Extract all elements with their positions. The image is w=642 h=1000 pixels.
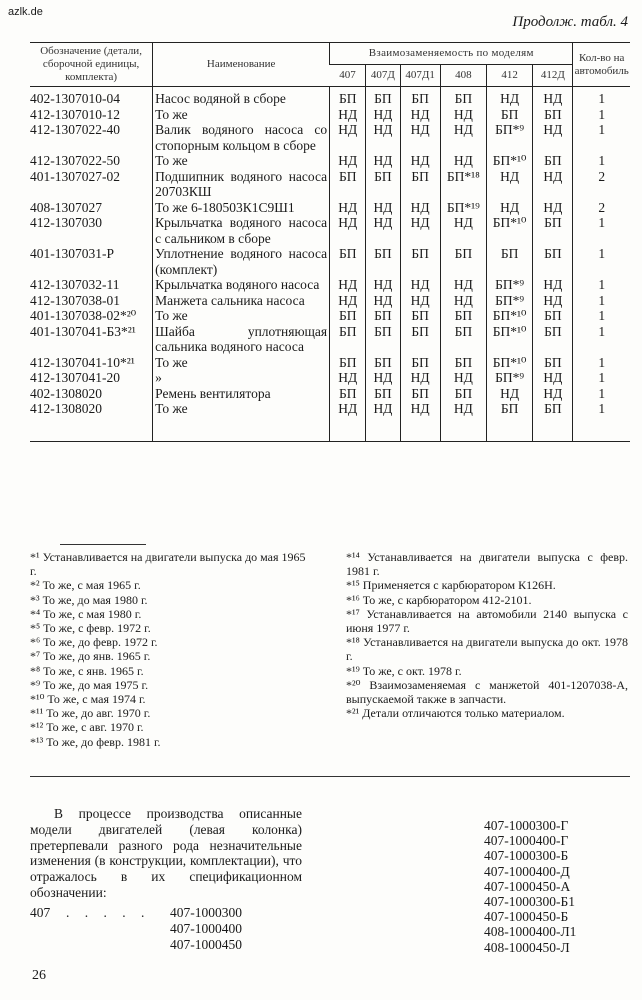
- part-name: То же: [153, 308, 330, 324]
- part-code: 408-1307027: [30, 199, 102, 215]
- table-row: [30, 107, 630, 123]
- table-row: [30, 308, 630, 324]
- interchange-cell: НД: [366, 293, 400, 309]
- part-code: 412-1307041-20: [30, 370, 120, 385]
- interchange-cell: НД: [440, 401, 486, 441]
- interchange-cell: НД: [440, 215, 486, 246]
- interchange-cell: НД: [400, 122, 440, 153]
- table-row: [30, 401, 630, 441]
- interchange-cell: НД: [400, 215, 440, 246]
- interchange-cell: БП: [330, 246, 366, 277]
- interchange-cell: НД: [330, 277, 366, 293]
- qty-cell: 1: [573, 246, 630, 277]
- footnotes-left: [30, 550, 312, 749]
- model-code: 407-1000300-Г: [484, 818, 569, 833]
- part-code: 412-1307022-40: [30, 122, 120, 137]
- part-code: 401-1307027-02: [30, 168, 120, 184]
- interchange-cell: БП: [440, 87, 486, 107]
- page-number: 26: [32, 968, 46, 983]
- qty-cell: 1: [573, 122, 630, 153]
- interchange-cell: БП: [366, 87, 400, 107]
- footnote: *⁴ То же, с мая 1980 г.: [30, 606, 142, 621]
- qty-cell: 1: [573, 87, 630, 107]
- interchange-cell: НД: [366, 200, 400, 216]
- part-name: Манжета сальника насоса: [153, 293, 330, 309]
- footnote: *³ То же, до мая 1980 г.: [30, 592, 148, 607]
- interchange-cell: НД: [400, 107, 440, 123]
- part-name: То же: [153, 355, 330, 371]
- footnote: *¹⁴ Устанавливается на двигатели выпуска с февр. 1981 г.: [346, 550, 628, 579]
- footnote: *⁸ То же, с янв. 1965 г.: [30, 663, 144, 678]
- interchange-cell: БП*¹⁰: [486, 153, 532, 169]
- interchange-cell: БП: [330, 87, 366, 107]
- interchange-cell: БП*¹⁰: [486, 355, 532, 371]
- interchange-cell: БП: [486, 107, 532, 123]
- qty-cell: 1: [573, 153, 630, 169]
- interchange-cell: НД: [400, 401, 440, 441]
- table-row: [30, 246, 630, 277]
- header-model: 412Д: [533, 65, 573, 87]
- table-row: [30, 169, 630, 200]
- part-code: 412-1307041-10*²¹: [30, 354, 135, 370]
- part-code: 402-1308020: [30, 385, 102, 401]
- model-label: 407: [30, 905, 51, 920]
- interchange-cell: БП: [440, 386, 486, 402]
- paragraph-text: В процессе производства описанные модели двигателей (левая колонка) претерпевали разного рода незначительные изменения (в конструкции, комплектации), что отражалось в их спецификационном обозначении:: [30, 806, 302, 900]
- interchange-cell: БП: [400, 87, 440, 107]
- table-row: [30, 324, 630, 355]
- interchange-cell: НД: [533, 370, 573, 386]
- table-row: [30, 277, 630, 293]
- part-code: 401-1307041-Б3*²¹: [30, 323, 136, 339]
- interchange-cell: БП*¹⁸: [440, 169, 486, 200]
- interchange-cell: НД: [440, 153, 486, 169]
- interchange-cell: НД: [533, 169, 573, 200]
- interchange-cell: БП: [533, 355, 573, 371]
- model-code: 407-1000400-Д: [484, 863, 570, 879]
- interchange-cell: НД: [400, 153, 440, 169]
- interchange-cell: НД: [440, 122, 486, 153]
- interchange-cell: НД: [533, 293, 573, 309]
- model-code: 407-1000300-Б: [484, 848, 569, 864]
- table-row: [30, 386, 630, 402]
- interchange-cell: НД: [366, 107, 400, 123]
- interchange-cell: БП*⁹: [486, 277, 532, 293]
- footnote: *¹⁹ То же, с окт. 1978 г.: [346, 663, 462, 678]
- part-name: То же: [153, 107, 330, 123]
- model-code: 408-1000400-Л1: [484, 924, 577, 940]
- header-interchange: Взаимозаменяемость по моделям: [330, 43, 573, 65]
- interchange-cell: НД: [533, 87, 573, 107]
- interchange-cell: БП: [400, 386, 440, 402]
- interchange-cell: НД: [366, 370, 400, 386]
- interchange-cell: БП*¹⁰: [486, 324, 532, 355]
- interchange-cell: БП: [330, 355, 366, 371]
- qty-cell: 1: [573, 324, 630, 355]
- interchange-cell: НД: [440, 370, 486, 386]
- table-row: [30, 293, 630, 309]
- part-code: 412-1307032-11: [30, 277, 120, 292]
- footnote: *¹ Устанавливается на двигатели выпуска до мая 1965 г.: [30, 550, 306, 579]
- qty-cell: 1: [573, 308, 630, 324]
- footnote: *¹³ То же, до февр. 1981 г.: [30, 734, 161, 749]
- table-row: [30, 153, 630, 169]
- interchange-cell: НД: [533, 386, 573, 402]
- footnotes-right: [346, 550, 628, 720]
- interchange-cell: БП*⁹: [486, 293, 532, 309]
- part-name: Шайба уплотняющая сальника водяного насоса: [153, 324, 330, 355]
- interchange-cell: НД: [330, 370, 366, 386]
- interchange-cell: НД: [366, 401, 400, 441]
- interchange-cell: БП: [533, 107, 573, 123]
- part-name: Крыльчатка водяного насоса с сальником в сборе: [153, 215, 330, 246]
- part-name: Насос водяной в сборе: [153, 87, 330, 107]
- footnote: *¹⁷ Устанавливается на автомобили 2140 выпуска с июня 1977 г.: [346, 606, 628, 636]
- interchange-cell: БП: [440, 324, 486, 355]
- footnote: *⁵ То же, с февр. 1972 г.: [30, 621, 151, 636]
- model-codes-right: [484, 818, 576, 955]
- qty-cell: 1: [573, 215, 630, 246]
- qty-cell: 1: [573, 370, 630, 386]
- header-model: 407Д1: [400, 65, 440, 87]
- header-name: Наименование: [153, 43, 330, 87]
- parts-table: [30, 42, 630, 442]
- qty-cell: 1: [573, 277, 630, 293]
- interchange-cell: БП: [330, 324, 366, 355]
- interchange-cell: БП: [400, 169, 440, 200]
- interchange-cell: БП: [330, 386, 366, 402]
- qty-cell: 1: [573, 401, 630, 441]
- table-row: [30, 215, 630, 246]
- interchange-cell: НД: [366, 122, 400, 153]
- section-divider: [30, 776, 630, 777]
- interchange-cell: БП: [533, 401, 573, 441]
- interchange-cell: БП: [400, 246, 440, 277]
- interchange-cell: БП*⁹: [486, 122, 532, 153]
- part-name: Подшипник водяного насоса 20703КШ: [153, 169, 330, 200]
- interchange-cell: БП*¹⁰: [486, 215, 532, 246]
- qty-cell: 1: [573, 293, 630, 309]
- model-code: 408-1000450-Л: [484, 939, 570, 955]
- part-name: То же: [153, 401, 330, 441]
- footnote: *¹¹ То же, до авг. 1970 г.: [30, 706, 151, 721]
- footnote: *⁹ То же, до мая 1975 г.: [30, 677, 149, 692]
- interchange-cell: БП: [440, 246, 486, 277]
- interchange-cell: НД: [330, 401, 366, 441]
- model-code: 407-1000450-Б: [484, 909, 569, 925]
- site-watermark: azlk.de: [8, 6, 43, 18]
- part-code: 402-1307010-04: [30, 91, 120, 106]
- interchange-cell: БП*¹⁰: [486, 308, 532, 324]
- interchange-cell: БП: [400, 308, 440, 324]
- model-codes-left: [170, 905, 242, 952]
- model-code: 407-1000450-А: [484, 878, 571, 894]
- qty-cell: 1: [573, 386, 630, 402]
- body-paragraph: [30, 806, 302, 901]
- interchange-cell: БП: [366, 169, 400, 200]
- interchange-cell: БП: [330, 308, 366, 324]
- footnote: *¹⁸ Устанавливается на двигатели выпуска до окт. 1978 г.: [346, 635, 628, 664]
- footnote: *⁷ То же, до янв. 1965 г.: [30, 649, 151, 664]
- footnote: *¹² То же, с авг. 1970 г.: [30, 720, 144, 735]
- part-name: »: [153, 370, 330, 386]
- model-code: 407-1000400-Г: [484, 833, 569, 849]
- interchange-cell: БП: [486, 246, 532, 277]
- interchange-cell: НД: [330, 293, 366, 309]
- interchange-cell: НД: [330, 122, 366, 153]
- interchange-cell: НД: [486, 200, 532, 216]
- qty-cell: 2: [573, 200, 630, 216]
- interchange-cell: БП*¹⁹: [440, 200, 486, 216]
- interchange-cell: НД: [330, 215, 366, 246]
- interchange-cell: НД: [486, 169, 532, 200]
- interchange-cell: БП: [366, 246, 400, 277]
- table-row: [30, 122, 630, 153]
- interchange-cell: БП: [533, 215, 573, 246]
- part-code: 401-1307031-Р: [30, 246, 114, 261]
- interchange-cell: НД: [330, 153, 366, 169]
- model-row: [30, 905, 170, 921]
- leader-dots: . . . . .: [66, 905, 151, 920]
- interchange-cell: НД: [400, 370, 440, 386]
- interchange-cell: НД: [533, 200, 573, 216]
- model-code: 407-1000400: [170, 920, 242, 936]
- interchange-cell: БП: [440, 355, 486, 371]
- interchange-cell: НД: [366, 215, 400, 246]
- interchange-cell: НД: [400, 277, 440, 293]
- part-code: 412-1307030: [30, 215, 102, 230]
- interchange-cell: БП: [366, 355, 400, 371]
- qty-cell: 2: [573, 169, 630, 200]
- part-code: 412-1308020: [30, 401, 153, 441]
- footnote-rule: [60, 544, 146, 545]
- header-model: 407: [330, 65, 366, 87]
- interchange-cell: БП: [533, 308, 573, 324]
- part-name: То же 6-180503К1С9Ш1: [153, 200, 330, 216]
- interchange-cell: НД: [486, 386, 532, 402]
- part-code: 412-1307022-50: [30, 153, 120, 168]
- interchange-cell: НД: [330, 107, 366, 123]
- footnote: *¹⁰ То же, с мая 1974 г.: [30, 692, 146, 707]
- interchange-cell: БП: [330, 169, 366, 200]
- part-name: Уплотнение водяного насоса (комплект): [153, 246, 330, 277]
- part-code: 412-1307010-12: [30, 106, 120, 122]
- part-name: То же: [153, 153, 330, 169]
- interchange-cell: БП: [400, 355, 440, 371]
- interchange-cell: БП*⁹: [486, 370, 532, 386]
- header-model: 408: [440, 65, 486, 87]
- interchange-cell: БП: [533, 153, 573, 169]
- interchange-cell: НД: [366, 277, 400, 293]
- interchange-cell: НД: [440, 107, 486, 123]
- table-continuation-label: Продолж. табл. 4: [512, 14, 628, 30]
- qty-cell: 1: [573, 355, 630, 371]
- part-code: 401-1307038-02*²⁰: [30, 308, 137, 323]
- interchange-cell: НД: [366, 153, 400, 169]
- qty-cell: 1: [573, 107, 630, 123]
- interchange-cell: БП: [366, 308, 400, 324]
- header-model: 412: [486, 65, 532, 87]
- footnote: *⁶ То же, до февр. 1972 г.: [30, 635, 158, 650]
- footnote: *²⁰ Взаимозаменяемая с манжетой 401-1207038-А, выпускаемой также в запчасти.: [346, 677, 628, 707]
- table-row: [30, 87, 630, 107]
- interchange-cell: НД: [486, 87, 532, 107]
- interchange-cell: НД: [533, 277, 573, 293]
- footnote: *² То же, с мая 1965 г.: [30, 578, 141, 593]
- table-row: [30, 200, 630, 216]
- part-name: Валик водяного насоса со стопорным кольцом в сборе: [153, 122, 330, 153]
- table-row: [30, 355, 630, 371]
- interchange-cell: НД: [440, 277, 486, 293]
- interchange-cell: БП: [533, 324, 573, 355]
- interchange-cell: НД: [400, 200, 440, 216]
- footnote: *¹⁶ То же, с карбюратором 412-2101.: [346, 592, 532, 607]
- interchange-cell: БП: [400, 324, 440, 355]
- model-code: 407-1000300-Б1: [484, 894, 575, 910]
- interchange-cell: БП: [366, 324, 400, 355]
- interchange-cell: НД: [533, 122, 573, 153]
- part-code: 412-1307038-01: [30, 292, 120, 308]
- interchange-cell: НД: [400, 293, 440, 309]
- interchange-cell: БП: [533, 246, 573, 277]
- part-name: Крыльчатка водяного насоса: [153, 277, 330, 293]
- interchange-cell: НД: [440, 293, 486, 309]
- part-name: Ремень вентилятора: [153, 386, 330, 402]
- header-designation: Обозначение (детали, сборочной единицы, комплекта): [30, 43, 153, 87]
- model-code: 407-1000300: [170, 905, 242, 920]
- footnote: *¹⁵ Применяется с карбюратором К126Н.: [346, 578, 556, 593]
- table-row: [30, 370, 630, 386]
- footnote: *²¹ Детали отличаются только материалом.: [346, 706, 565, 721]
- interchange-cell: БП: [366, 386, 400, 402]
- header-model: 407Д: [366, 65, 400, 87]
- interchange-cell: БП: [440, 308, 486, 324]
- interchange-cell: БП: [486, 401, 532, 441]
- model-code: 407-1000450: [170, 936, 242, 952]
- header-qty: Кол-во на автомобиль: [573, 43, 630, 87]
- interchange-cell: НД: [330, 200, 366, 216]
